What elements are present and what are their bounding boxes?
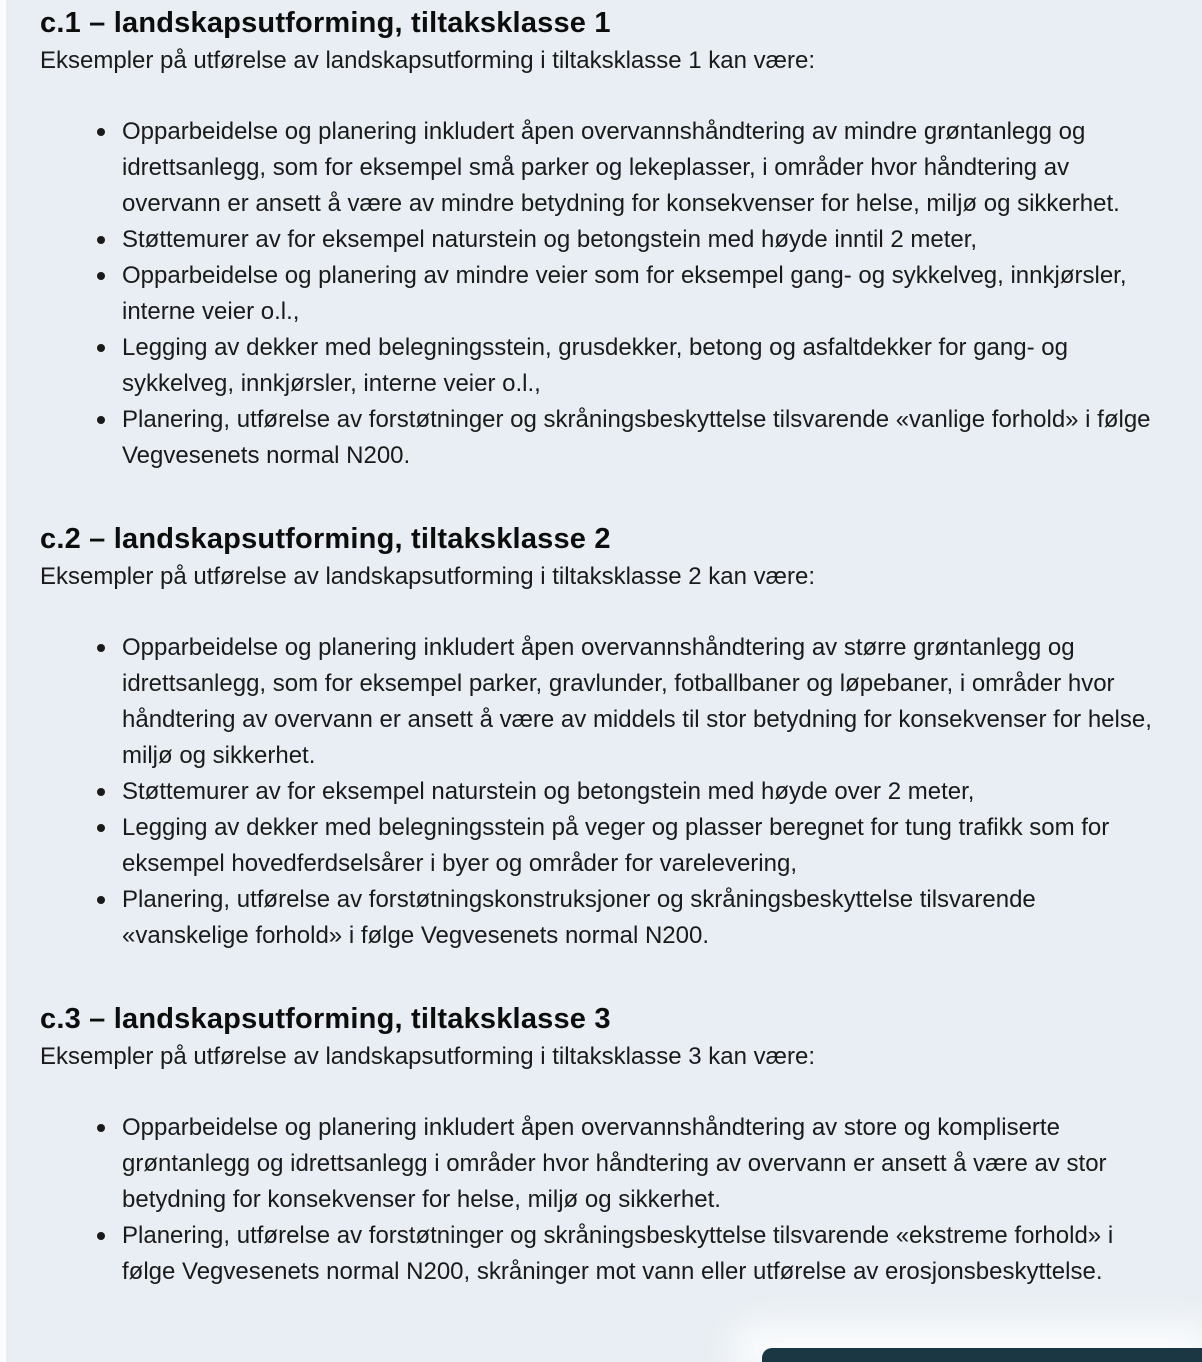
section-c3-intro: Eksempler på utførelse av landskapsutforming i tiltaksklasse 3 kan være: xyxy=(40,1043,815,1070)
bullet-icon xyxy=(97,272,105,280)
list-item-text: Opparbeidelse og planering av mindre veier som for eksempel gang- og sykkelveg, innkjørsler, interne veier o.l., xyxy=(122,262,1127,325)
list-item-text: Opparbeidelse og planering inkludert åpen overvannshåndtering av store og kompliserte grøntanlegg og idrettsanlegg i områder hvor håndtering av overvann er ansett å være av stor betydning for konsekvenser for helse, miljø og sikkerhet. xyxy=(122,1114,1107,1213)
section-c3-heading: c.3 – landskapsutforming, tiltaksklasse 3 xyxy=(40,1003,611,1035)
bullet-icon xyxy=(97,1232,105,1240)
list-item xyxy=(122,630,1157,774)
section-c2 xyxy=(40,522,1162,954)
section-c3-bullet-list xyxy=(40,1110,1162,1290)
list-item xyxy=(122,330,1157,402)
list-item-text: Opparbeidelse og planering inkludert åpen overvannshåndtering av større grøntanlegg og idrettsanlegg, som for eksempel parker, gravlunder, fotballbaner og løpebaner, i områder hvor håndtering av overvann er ansett å være av middels til stor betydning for konsekvenser for helse, miljø og sikkerhet. xyxy=(122,634,1152,769)
section-c1-bullet-list xyxy=(40,114,1162,474)
list-item xyxy=(122,402,1157,474)
section-c2-intro: Eksempler på utførelse av landskapsutforming i tiltaksklasse 2 kan være: xyxy=(40,563,815,590)
bullet-icon xyxy=(97,128,105,136)
bottom-overlay-bar[interactable] xyxy=(762,1348,1202,1362)
list-item xyxy=(122,882,1157,954)
bullet-icon xyxy=(97,896,105,904)
list-item xyxy=(122,258,1157,330)
section-c1-heading: c.1 – landskapsutforming, tiltaksklasse 1 xyxy=(40,7,611,39)
bullet-icon xyxy=(97,236,105,244)
list-item xyxy=(122,1218,1157,1290)
list-item-text: Opparbeidelse og planering inkludert åpen overvannshåndtering av mindre grøntanlegg og idrettsanlegg, som for eksempel små parker og lekeplasser, i områder hvor håndtering av overvann er ansett å være av mindre betydning for konsekvenser for helse, miljø og sikkerhet. xyxy=(122,118,1120,217)
list-item-text: Planering, utførelse av forstøtninger og skråningsbeskyttelse tilsvarende «ekstreme forhold» i følge Vegvesenets normal N200, skråninger mot vann eller utførelse av erosjonsbeskyttelse. xyxy=(122,1222,1114,1285)
list-item-text: Legging av dekker med belegningsstein, grusdekker, betong og asfaltdekker for gang- og sykkelveg, innkjørsler, interne veier o.l., xyxy=(122,334,1068,397)
list-item-text: Planering, utførelse av forstøtninger og skråningsbeskyttelse tilsvarende «vanlige forhold» i følge Vegvesenets normal N200. xyxy=(122,406,1151,469)
list-item-text: Støttemurer av for eksempel naturstein og betongstein med høyde over 2 meter, xyxy=(122,778,975,805)
section-c1 xyxy=(40,6,1162,474)
bullet-icon xyxy=(97,824,105,832)
section-c2-bullet-list xyxy=(40,630,1162,954)
list-item xyxy=(122,810,1157,882)
list-item xyxy=(122,222,1157,258)
section-c2-heading: c.2 – landskapsutforming, tiltaksklasse 2 xyxy=(40,523,611,555)
list-item-text: Støttemurer av for eksempel naturstein og betongstein med høyde inntil 2 meter, xyxy=(122,226,978,253)
list-item xyxy=(122,1110,1157,1218)
bullet-icon xyxy=(97,788,105,796)
list-item-text: Planering, utførelse av forstøtningskonstruksjoner og skråningsbeskyttelse tilsvarende «vanskelige forhold» i følge Vegvesenets normal N200. xyxy=(122,886,1036,949)
bullet-icon xyxy=(97,1124,105,1132)
bullet-icon xyxy=(97,416,105,424)
bullet-icon xyxy=(97,344,105,352)
list-item xyxy=(122,774,1157,810)
section-c3 xyxy=(40,1002,1162,1290)
section-c1-intro: Eksempler på utførelse av landskapsutforming i tiltaksklasse 1 kan være: xyxy=(40,47,815,74)
list-item xyxy=(122,114,1157,222)
list-item-text: Legging av dekker med belegningsstein på veger og plasser beregnet for tung trafikk som for eksempel hovedferdselsårer i byer og områder for varelevering, xyxy=(122,814,1110,877)
bullet-icon xyxy=(97,644,105,652)
